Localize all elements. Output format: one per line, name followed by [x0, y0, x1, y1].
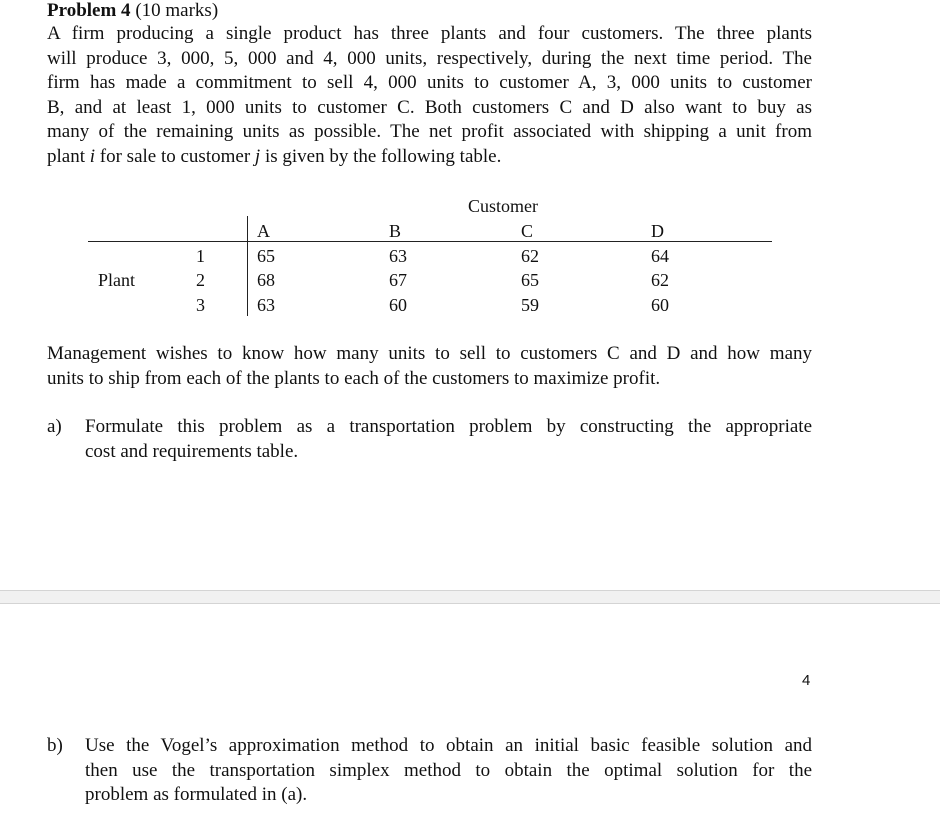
column-header-b: B — [389, 221, 402, 241]
profit-cell: 60 — [389, 295, 407, 315]
question-line: Formulate this problem as a transportation problem by constructing the appropriate — [85, 416, 812, 437]
column-header-a: A — [257, 221, 270, 241]
plant-number: 3 — [196, 295, 205, 315]
management-line: units to ship from each of the plants to each of the customers to maximize profit. — [47, 367, 661, 389]
var-i: i — [89, 145, 96, 167]
page-number: 4 — [802, 672, 811, 689]
profit-cell: 68 — [257, 270, 275, 290]
question-line: cost and requirements table. — [85, 440, 299, 462]
plant-number: 2 — [196, 270, 205, 290]
question-line: problem as formulated in (a). — [85, 784, 308, 805]
question-line: then use the transportation simplex method to obtain the optimal solution for the — [85, 759, 812, 781]
question-line: Use the Vogel’s approximation method to obtain an initial basic feasible solution and — [85, 735, 812, 756]
var-j: j — [254, 145, 261, 167]
problem-marks: (10 marks) — [135, 0, 219, 21]
text-fragment: is given by the following table. — [260, 145, 502, 167]
profit-cell: 60 — [651, 295, 669, 315]
profit-cell: 62 — [651, 270, 669, 290]
text-fragment: for sale to customer — [95, 145, 255, 167]
header-rule — [88, 241, 772, 242]
profit-table — [0, 0, 940, 340]
question-a-label: a) — [47, 416, 62, 437]
management-line: Management wishes to know how many units to sell to customers C and D and how many — [47, 343, 812, 364]
profit-cell: 67 — [389, 270, 407, 290]
profit-cell: 63 — [257, 295, 275, 315]
column-header-d: D — [651, 221, 664, 241]
profit-cell: 62 — [521, 246, 539, 266]
question-b-label: b) — [47, 735, 63, 756]
statement-line: A firm producing a single product has three plants and four customers. The three plants — [47, 23, 812, 44]
problem-number: Problem 4 — [47, 0, 131, 21]
statement-line: will produce 3, 000, 5, 000 and 4, 000 units, respectively, during the next time period. The — [47, 47, 812, 69]
text-fragment: plant — [47, 145, 90, 167]
column-header-c: C — [521, 221, 534, 241]
statement-line: firm has made a commitment to sell 4, 000 units to customer A, 3, 000 units to customer — [47, 72, 812, 93]
plant-row-label: Plant — [98, 270, 136, 290]
plant-number: 1 — [196, 246, 205, 266]
customer-group-header: Customer — [468, 196, 538, 216]
profit-cell: 59 — [521, 295, 539, 315]
page-break — [0, 590, 940, 604]
profit-cell: 64 — [651, 246, 669, 266]
question-a-text — [85, 415, 812, 464]
profit-cell: 65 — [521, 270, 539, 290]
profit-cell: 63 — [389, 246, 407, 266]
statement-line: B, and at least 1, 000 units to customer C. Both customers C and D also want to buy as — [47, 96, 812, 118]
statement-line: many of the remaining units as possible. The net profit associated with shipping a unit from — [47, 121, 812, 142]
page-2 — [0, 604, 940, 814]
plant-divider — [247, 216, 248, 316]
management-paragraph — [47, 342, 812, 391]
question-b-text — [85, 734, 812, 808]
profit-cell: 65 — [257, 246, 275, 266]
